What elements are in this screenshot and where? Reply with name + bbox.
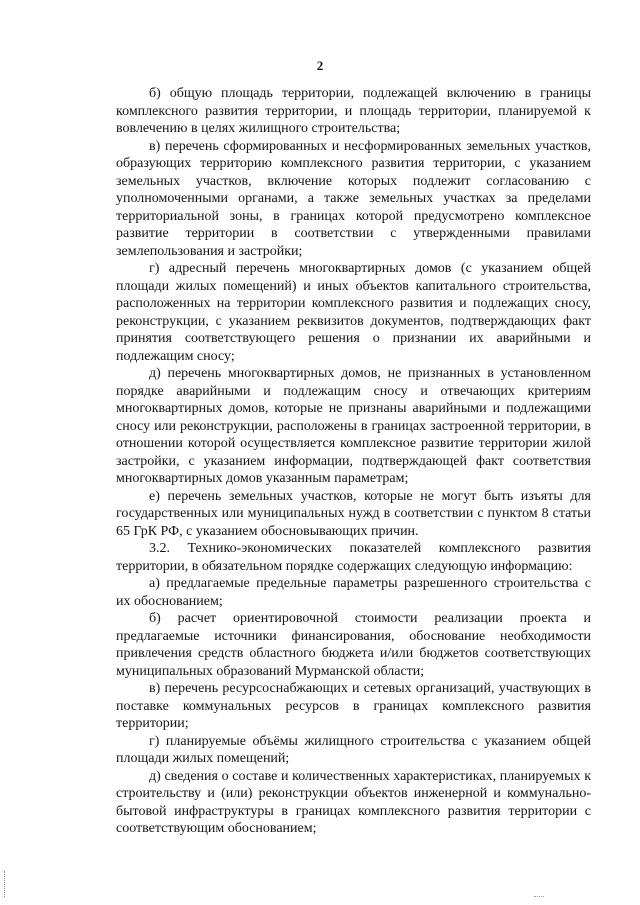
section-3-2-heading: 3.2. Технико-экономических показателей комплексного развития территории, в обязательном порядке содержащих следующую информацию: xyxy=(116,541,591,574)
paragraph-v-land-plots: в) перечень сформированных и несформированных земельных участков, образующих территорию комплексного развития территории, с указанием земельных участков, включение которых подлежит согласованию с уполномоченными органами, а также земельных участках за пределами территориальной зоны, в границах которой предусмотрено комплексное развитие территории в соответствии с утвержденными правилами землепользования и застройки; xyxy=(116,138,591,259)
paragraph-v-utility-organizations: в) перечень ресурсоснабжающих и сетевых организаций, участвующих в поставке коммунальных ресурсов в границах комплексного развития территории; xyxy=(116,681,591,731)
scan-edge-mark xyxy=(534,896,544,901)
paragraph-b-cost-estimate: б) расчет ориентировочной стоимости реализации проекта и предлагаемые источники финансирования, обоснование необходимости привлечения средств областного бюджета и/или бюджетов соответствующих муниципальных образований Мурманской области; xyxy=(116,611,591,679)
scan-edge-mark xyxy=(4,871,8,897)
document-body xyxy=(116,85,591,838)
paragraph-g-housing-volume: г) планируемые объёмы жилищного строительства с указанием общей площади жилых помещений; xyxy=(116,733,591,766)
paragraph-d-apartment-buildings: д) перечень многоквартирных домов, не признанных в установленном порядке аварийными и подлежащим сносу и отвечающих критериям многоквартирных домов, которые не признаны аварийными и подлежащими сносу или реконструкции, расположены в границах застроенной территории, в отношении которой осуществляется комплексное развитие территории жилой застройки, с указанием информации, подтверждающей факт соответствия многоквартирных домов указанным параметрам; xyxy=(116,366,591,486)
paragraph-b-total-area: б) общую площадь территории, подлежащей включению в границы комплексного развития территории, и площадь территории, планируемой к вовлечению в целях жилищного строительства; xyxy=(116,86,591,136)
page-number: 2 xyxy=(316,58,324,73)
paragraph-e-non-seizable-plots: е) перечень земельных участков, которые не могут быть изъяты для государственных или муниципальных нужд в соответствии с пунктом 8 статьи 65 ГрК РФ, с указанием обосновывающих причин. xyxy=(116,488,591,539)
paragraph-d-infrastructure: д) сведения о составе и количественных характеристиках, планируемых к строительству и (или) реконструкции объектов инженерной и коммунально-бытовой инфраструктуры в границах комплексного развития территории с соответствующим обоснованием; xyxy=(116,768,591,836)
paragraph-a-construction-parameters: а) предлагаемые предельные параметры разрешенного строительства с их обоснованием; xyxy=(116,576,591,609)
paragraph-g-demolition-list: г) адресный перечень многоквартирных домов (с указанием общей площади жилых помещений) и иных объектов капитального строительства, расположенных на территории комплексного развития и подлежащих сносу, реконструкции, с указанием реквизитов документов, подтверждающих факт принятия соответствующего решения о признании их аварийными и подлежащим сносу; xyxy=(116,261,591,364)
